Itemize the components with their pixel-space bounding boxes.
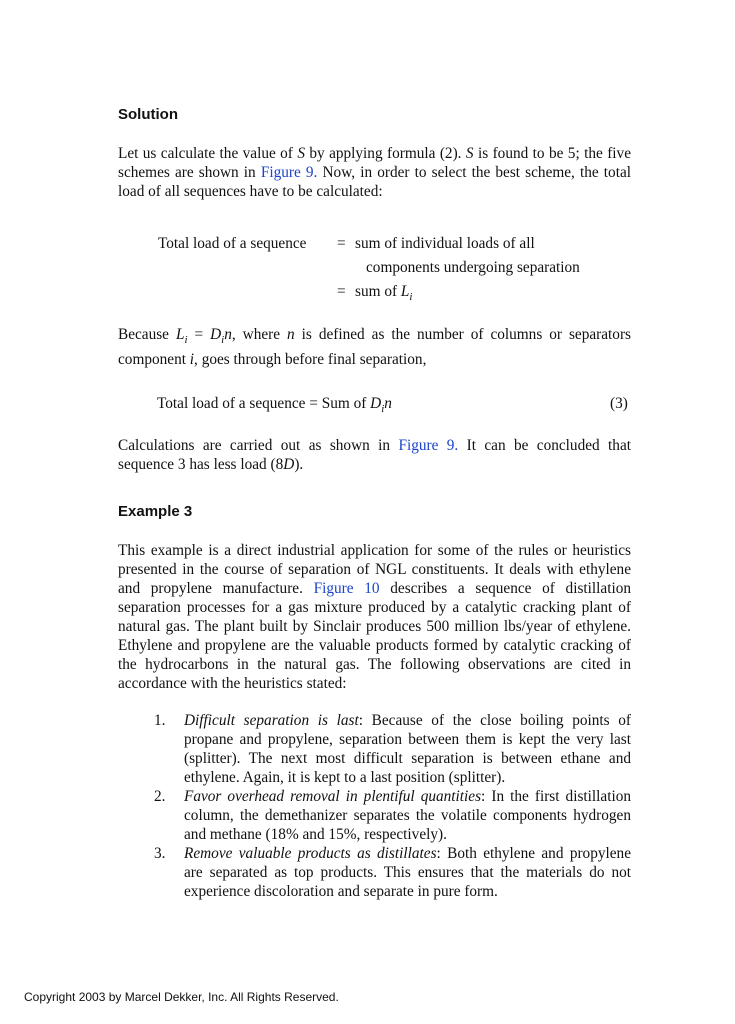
variable-s: S [465, 145, 474, 162]
text-run: , where [231, 326, 288, 343]
variable-n: n [287, 326, 295, 343]
list-item [118, 787, 631, 844]
variable-s: S [297, 145, 305, 162]
variable-n: n [224, 326, 232, 343]
text-run: is defined as the number of columns or separators component [118, 326, 631, 369]
text-run: Total load of a sequence = Sum of [157, 395, 371, 412]
text-run: sum of [355, 283, 401, 300]
variable-l: L [175, 326, 185, 343]
text-run: = [187, 326, 211, 343]
copyright-footer: Copyright 2003 by Marcel Dekker, Inc. All Rights Reserved. [24, 990, 339, 1004]
variable-d: D [370, 395, 382, 412]
subscript-i: i [409, 291, 413, 304]
equation-lhs: Total load of a sequence [158, 235, 307, 252]
equation-3 [157, 394, 392, 419]
list-number: 3. [154, 845, 166, 862]
equation-equals: = [337, 283, 346, 300]
subscript-i: i [381, 403, 385, 416]
text-run: Calculations are carried out as shown in [118, 437, 399, 454]
equation-rhs-line-3 [355, 282, 412, 307]
variable-l: L [400, 283, 410, 300]
variable-i: i [189, 351, 195, 369]
text-run: by applying formula (2). [304, 145, 466, 162]
subscript-i: i [221, 334, 225, 347]
equation-rhs-line-2: components undergoing separation [366, 259, 580, 276]
list-item-title: Difficult separation is last [184, 712, 359, 729]
text-run: Now, in order to select the best scheme, the total load of all sequences have to be calculated: [118, 164, 631, 200]
variable-n: n [384, 395, 392, 412]
solution-paragraph-1 [118, 144, 631, 201]
variable-d: D [283, 456, 295, 473]
text-run: ). [294, 456, 304, 473]
list-item-body: : Both ethylene and propylene are separated as top products. This ensures that the materials do not experience discoloration and separate in pure form. [184, 845, 631, 900]
figure-9-link[interactable]: Figure 9. [260, 164, 318, 181]
text-run: describes a sequence of distillation separation processes for a gas mixture produced by a catalytic cracking plant of natural gas. The plant built by Sinclair produces 500 million lbs/year of ethylene. Ethylene and propylene are the valuable products formed by catalytic cracking of the hydrocarbons in the natural gas. The following observations are cited in accordance with the heuristics stated: [118, 580, 631, 692]
figure-9-link[interactable]: Figure 9. [398, 437, 459, 454]
variable-d: D [210, 326, 222, 343]
equation-equals: = [337, 235, 346, 252]
list-item-body: : Because of the close boiling points of propane and propylene, separation between them is kept the very last (splitter). The next most difficult separation is between ethane and ethylene. Again, it is kept to a last position (splitter). [184, 712, 632, 786]
list-item [118, 711, 631, 787]
equation-number: (3) [610, 395, 628, 412]
solution-paragraph-3 [118, 436, 631, 474]
text-run: is found to be 5; the five schemes are shown in [118, 145, 631, 181]
solution-heading: Solution [118, 106, 178, 123]
text-run: This example is a direct industrial application for some of the rules or heuristics presented in the course of separation of NGL constituents. It deals with ethylene and propylene manufacture. [118, 542, 631, 597]
text-run: , goes through before final separation, [194, 351, 427, 369]
subscript-i: i [184, 334, 188, 347]
list-item [118, 844, 631, 901]
example-3-heading: Example 3 [118, 503, 193, 520]
text-run: Because [118, 326, 176, 343]
list-number: 1. [154, 712, 166, 729]
text-run: It can be concluded that sequence 3 has less load (8 [118, 437, 631, 473]
equation-rhs-line-1: sum of individual loads of all [355, 235, 535, 252]
figure-10-link[interactable]: Figure 10 [313, 580, 380, 597]
text-run: Let us calculate the value of [118, 145, 298, 162]
list-number: 2. [154, 788, 166, 805]
solution-paragraph-2 [118, 325, 631, 369]
list-item-body: : In the first distillation column, the demethanizer separates the volatile components hydrogen and methane (18% and 15%, respectively). [184, 788, 631, 843]
list-item-title: Favor overhead removal in plentiful quantities [184, 788, 482, 805]
example-3-paragraph [118, 541, 631, 693]
heuristics-list [118, 711, 631, 901]
list-item-title: Remove valuable products as distillates [184, 845, 437, 862]
